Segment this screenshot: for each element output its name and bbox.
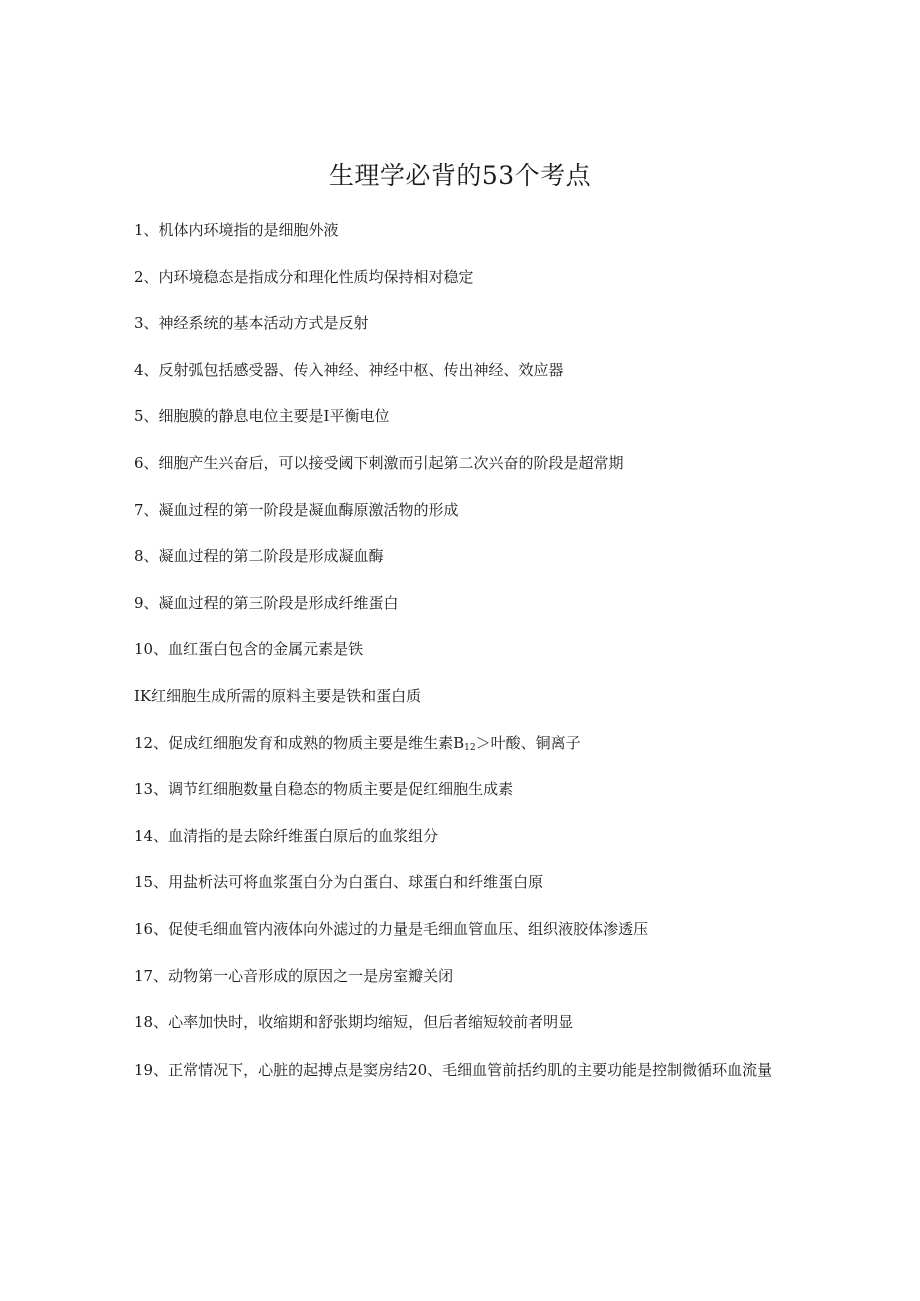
list-item: 6、细胞产生兴奋后，可以接受阈下刺激而引起第二次兴奋的阶段是超常期 [134,453,624,472]
list-item: 7、凝血过程的第一阶段是凝血酶原激活物的形成 [134,500,459,519]
list-item: 19、正常情况下，心脏的起搏点是窦房结20、毛细血管前括约肌的主要功能是控制微循环血流量 [134,1060,773,1079]
list-item: 16、促使毛细血管内液体向外滤过的力量是毛细血管血压、组织液胶体渗透压 [134,919,649,938]
list-item: 14、血清指的是去除纤维蛋白原后的血浆组分 [134,826,439,845]
list-item [134,732,794,754]
list-item: 4、反射弧包括感受器、传入神经、神经中枢、传出神经、效应器 [134,360,564,379]
list-item: 13、调节红细胞数量自稳态的物质主要是促红细胞生成素 [134,780,514,799]
list-item: 9、凝血过程的第三阶段是形成纤维蛋白 [134,593,399,612]
page-title: 生理学必背的53个考点 [328,161,592,190]
list-item: 1、机体内环境指的是细胞外液 [134,221,339,239]
list-item: IK红细胞生成所需的原料主要是铁和蛋白质 [134,686,422,705]
list-item: 8、凝血过程的第二阶段是形成凝血酶 [134,547,384,566]
list-item: 17、动物第一心音形成的原因之一是房室瓣关闭 [134,966,454,985]
subscript: 12 [464,742,476,753]
list-item: 3、神经系统的基本活动方式是反射 [134,314,369,333]
list-item: 2、内环境稳态是指成分和理化性质均保持相对稳定 [134,267,474,286]
list-item-text: 12、促成红细胞发育和成熟的物质主要是维生素B [134,733,465,752]
list-item-text: ＞叶酸、铜离子 [475,733,581,752]
list-item: 18、心率加快时，收缩期和舒张期均缩短，但后者缩短较前者明显 [134,1013,574,1032]
list-item: 15、用盐析法可将血浆蛋白分为白蛋白、球蛋白和纤维蛋白原 [134,873,544,892]
list-item: 10、血红蛋白包含的金属元素是铁 [134,640,364,659]
point-list [134,219,794,1107]
list-item: 5、细胞膜的静息电位主要是I平衡电位 [134,407,390,426]
